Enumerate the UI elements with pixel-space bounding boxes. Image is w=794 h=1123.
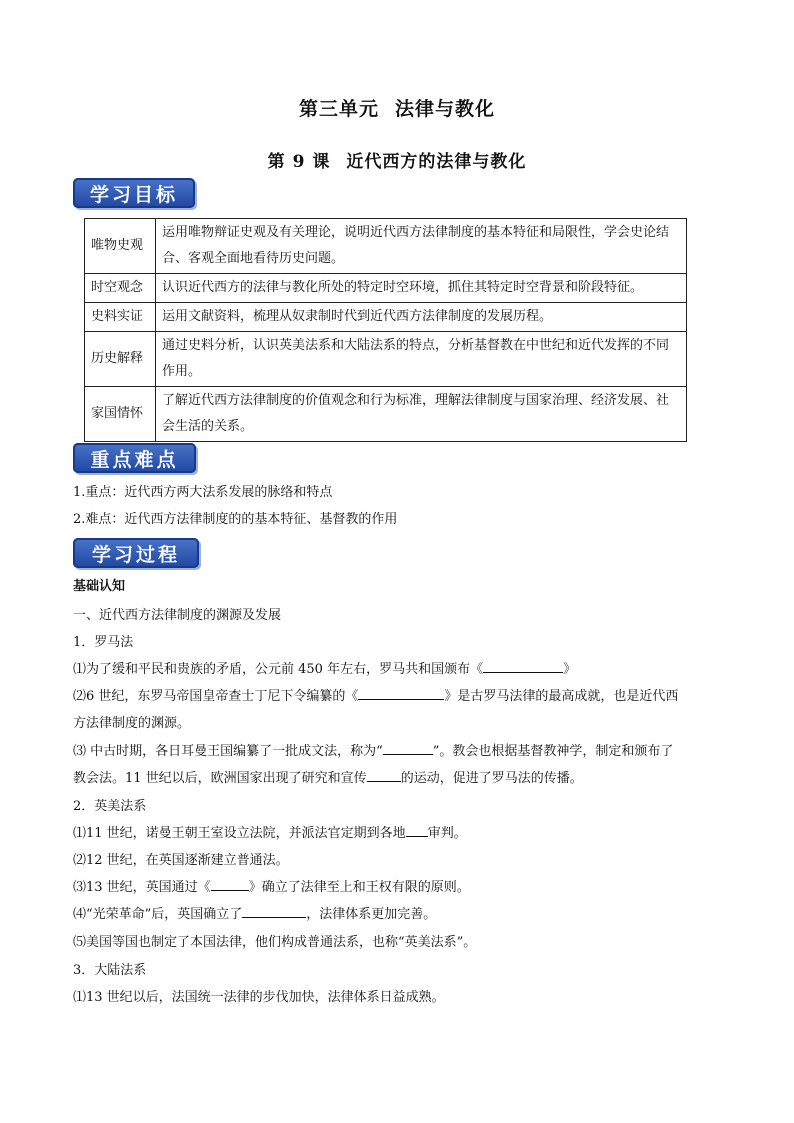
question-line xyxy=(73,901,724,928)
objective-key: 唯物史观 xyxy=(85,219,156,274)
objectives-banner: 学习目标 xyxy=(73,178,195,208)
objective-text: 通过史料分析，认识英美法系和大陆法系的特点，分析基督教在中世纪和近代发挥的不同作用。 xyxy=(156,332,687,387)
question-text: ⑶ 中古时期，各日耳曼王国编纂了一批成文法，称为“ xyxy=(73,744,383,759)
table-row xyxy=(85,274,687,303)
question-line xyxy=(73,656,724,683)
question-text: ⑵6 世纪，东罗马帝国皇帝查士丁尼下令编纂的《 xyxy=(73,689,359,704)
question-text: 》 xyxy=(563,662,577,677)
basic-heading: 基础认知 xyxy=(73,579,126,594)
question-text: 》是古罗马法律的最高成就，也是近代西 xyxy=(444,689,679,704)
focus-point: 1.重点：近代西方两大法系发展的脉络和特点 xyxy=(73,485,333,500)
subsection-title: 1．罗马法 xyxy=(73,635,134,650)
unit-number: 第三单元 xyxy=(298,98,379,120)
process-banner: 学习过程 xyxy=(73,538,199,568)
key-points-banner: 重点难点 xyxy=(73,443,196,473)
question-text: ”。教会也根据基督教神学，制定和颁布了 xyxy=(432,744,674,759)
section-heading: 一、近代西方法律制度的渊源及发展 xyxy=(73,608,282,623)
objective-text: 了解近代西方法律制度的价值观念和行为标准，理解法律制度与国家治理、经济发展、社会生活的关系。 xyxy=(156,387,687,442)
answer-blank[interactable] xyxy=(406,822,428,837)
objective-text: 认识近代西方的法律与教化所处的特定时空环境，抓住其特定时空背景和阶段特征。 xyxy=(156,274,687,303)
lesson-number: 第 9 课 xyxy=(267,152,331,172)
question-text: 的运动，促进了罗马法的传播。 xyxy=(400,771,583,786)
answer-blank[interactable] xyxy=(367,767,401,782)
question-line xyxy=(73,738,724,765)
question-text: 审判。 xyxy=(427,826,467,841)
table-row xyxy=(85,219,687,274)
unit-name: 法律与教化 xyxy=(395,98,496,120)
question-line-cont: 方法律制度的渊源。 xyxy=(73,716,191,731)
question-line: ⑸美国等国也制定了本国法律，他们构成普通法系，也称“英美法系”。 xyxy=(73,935,477,950)
question-line xyxy=(73,874,724,901)
unit-title xyxy=(0,94,794,121)
question-text: ⑴11 世纪，诺曼王朝王室设立法院，并派法官定期到各地 xyxy=(73,826,406,841)
subsection-title: 2．英美法系 xyxy=(73,799,147,814)
subsection-title: 3．大陆法系 xyxy=(73,963,147,978)
objective-text: 运用文献资料，梳理从奴隶制时代到近代西方法律制度的发展历程。 xyxy=(156,303,687,332)
difficulty-point: 2.难点：近代西方法律制度的的基本特征、基督教的作用 xyxy=(73,512,398,527)
answer-blank[interactable] xyxy=(483,658,563,673)
answer-blank[interactable] xyxy=(242,903,306,918)
lesson-title xyxy=(0,147,794,172)
question-text: ⑷“光荣革命”后，英国确立了 xyxy=(73,907,243,922)
objective-key: 历史解释 xyxy=(85,332,156,387)
answer-blank[interactable] xyxy=(383,740,433,755)
question-line: ⑵12 世纪，在英国逐渐建立普通法。 xyxy=(73,853,289,868)
objective-key: 家国情怀 xyxy=(85,387,156,442)
question-line: ⑴13 世纪以后，法国统一法律的步伐加快，法律体系日益成熟。 xyxy=(73,990,445,1005)
objective-key: 时空观念 xyxy=(85,274,156,303)
question-text: 》确立了法律至上和王权有限的原则。 xyxy=(248,880,470,895)
question-line xyxy=(73,765,724,792)
question-line xyxy=(73,820,724,847)
objective-key: 史料实证 xyxy=(85,303,156,332)
question-text: 教会法。11 世纪以后，欧洲国家出现了研究和宣传 xyxy=(73,771,367,786)
objectives-table xyxy=(84,218,687,442)
question-text: ，法律体系更加完善。 xyxy=(306,907,437,922)
question-text: ⑶13 世纪，英国通过《 xyxy=(73,880,211,895)
lesson-name: 近代西方的法律与教化 xyxy=(346,152,527,172)
question-line xyxy=(73,683,724,710)
answer-blank[interactable] xyxy=(211,876,249,891)
table-row xyxy=(85,303,687,332)
question-text: ⑴为了缓和平民和贵族的矛盾，公元前 450 年左右，罗马共和国颁布《 xyxy=(73,662,484,677)
objective-text: 运用唯物辩证史观及有关理论，说明近代西方法律制度的基本特征和局限性，学会史论结合、客观全面地看待历史问题。 xyxy=(156,219,687,274)
answer-blank[interactable] xyxy=(358,685,444,700)
table-row xyxy=(85,332,687,387)
table-row xyxy=(85,387,687,442)
